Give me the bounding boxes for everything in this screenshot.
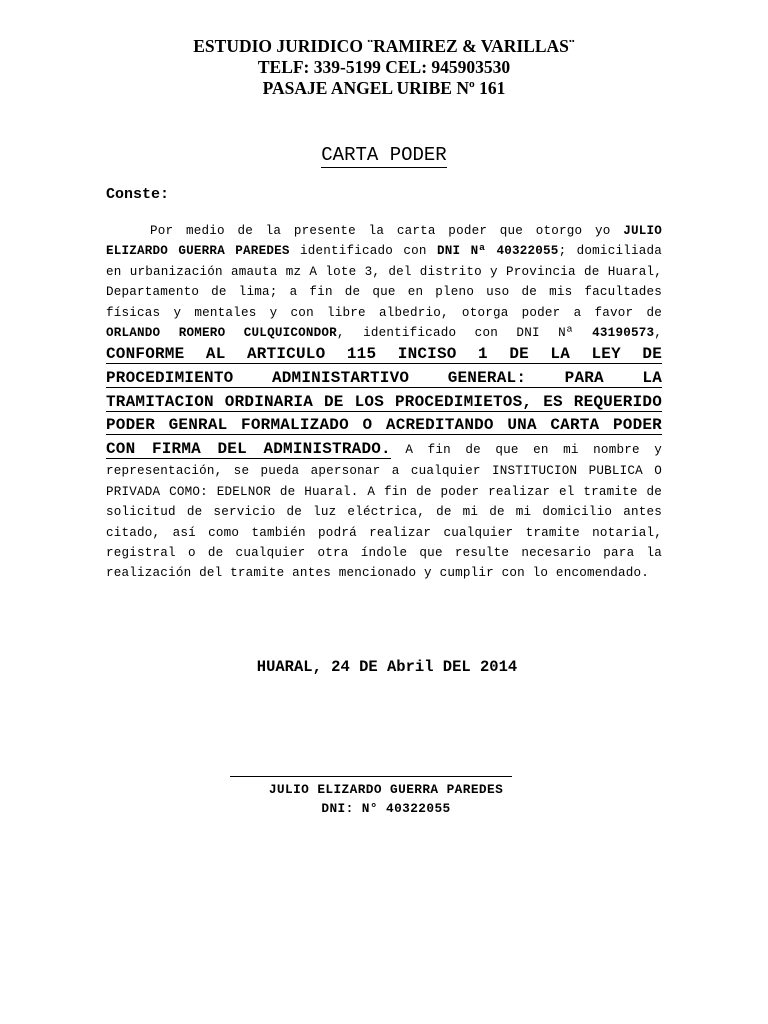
body-text-1: Por medio de la presente la carta poder que otorgo yo [150,224,624,238]
attorney-name: ORLANDO ROMERO CULQUICONDOR [106,326,337,341]
grantor-dni: DNI Nª 40322055 [437,244,559,259]
letter-body [106,221,662,584]
document-title-text: CARTA PODER [321,144,447,166]
body-text-5: , [654,326,662,341]
signatory-dni: DNI: N° 40322055 [321,801,451,816]
signature-block [0,780,768,818]
letterhead-phones: TELF: 339-5199 CEL: 945903530 [257,57,511,77]
signature-line [230,776,512,777]
letterhead-firm-name: ESTUDIO JURIDICO ¨RAMIREZ & VARILLAS¨ [193,36,575,56]
body-text-4: , identificado con DNI Nª [336,326,593,341]
grantor-name: JULIO ELIZARDO GUERRA PAREDES [106,224,662,259]
body-text-6: A fin de que en mi nombre y representación, se pueda apersonar a cualquier INSTITUCION PUBLICA O PRIVADA COMO: EDELNOR de Huaral. A fin de poder realizar el tramite de solicitud de servicio de luz eléctrica, de mi de mi domicilio antes citado, así como también podrá realizar cualquier tramite notarial, registral o de cualquier otra índole que resulte necesario para la realización del tramite antes mencionado y cumplir con lo encomendado. [106,442,662,581]
attorney-dni: 43190573 [592,326,655,341]
signatory-name: JULIO ELIZARDO GUERRA PAREDES [268,782,504,797]
conste-label: Conste: [106,186,170,203]
legal-basis-emphasis: CONFORME AL ARTICULO 115 INCISO 1 DE LA LEY DE PROCEDIMIENTO ADMINISTARTIVO GENERAL: PARA LA TRAMITACION ORDINARIA DE LOS PROCEDIMIETOS, ES REQUERIDO PODER GENRAL FORMALIZADO O ACREDITANDO UNA CARTA PODER CON FIRMA DEL ADMINISTRADO. [106,345,662,458]
letterhead [0,36,768,99]
body-text-3: ; domiciliada en urbanización amauta mz A lote 3, del distrito y Provincia de Huaral, Departamento de lima; a fin de que en pleno uso de mis facultades físicas y mentales y con libre albedrio, otorga poder a favor de [106,244,662,320]
document-title [0,144,768,166]
place-and-date: HUARAL, 24 DE Abril DEL 2014 [256,658,518,676]
body-text-2: identificado con [289,244,438,259]
letterhead-address: PASAJE ANGEL URIBE Nº 161 [262,78,506,98]
